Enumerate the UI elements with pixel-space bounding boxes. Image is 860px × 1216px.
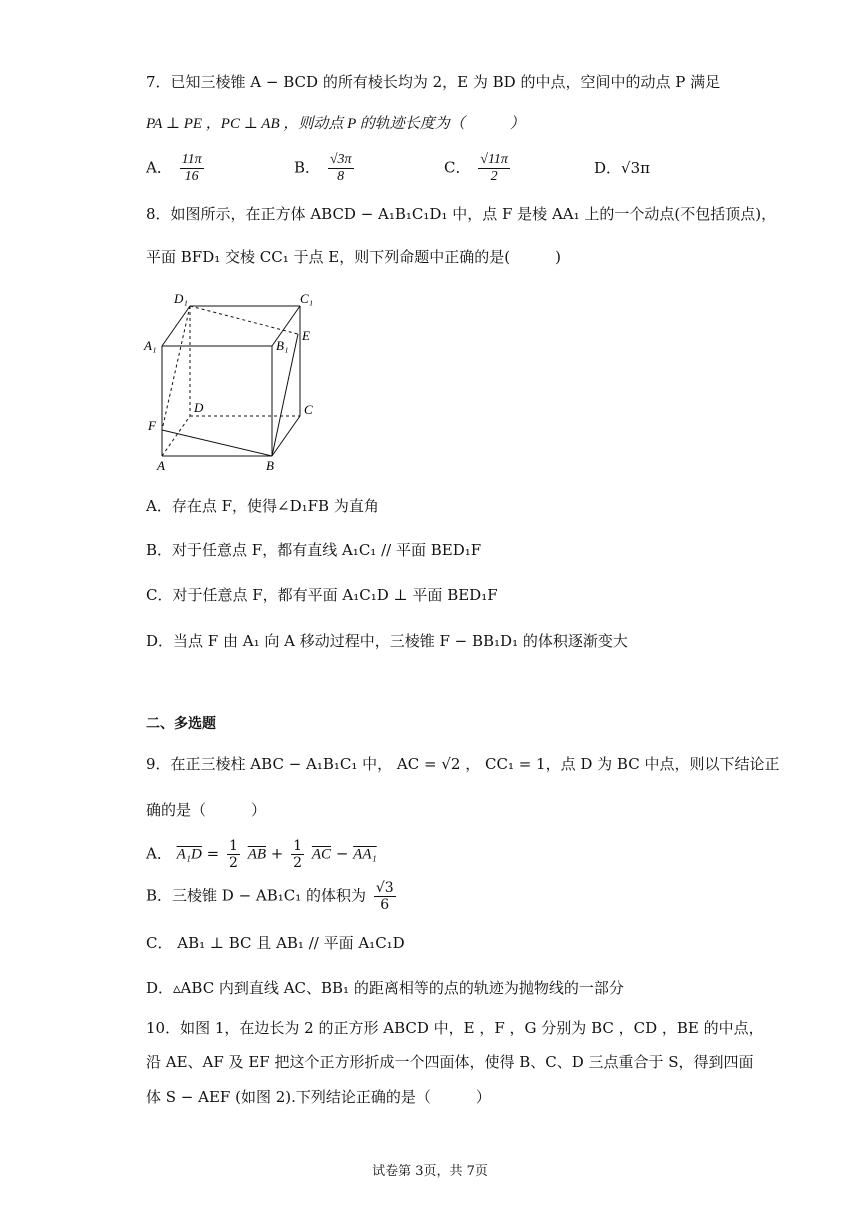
- q9-option-b: [146, 880, 399, 913]
- label-a: A: [157, 458, 165, 473]
- cube-figure: [140, 288, 330, 478]
- fraction: $\frac{√11\pi}{2}$: [480, 152, 508, 184]
- q8-option-b: B．对于任意点 F，都有直线 A₁C₁ // 平面 BED₁F: [146, 541, 482, 559]
- equals-sign: =: [206, 844, 220, 863]
- label-d1: D₁: [174, 291, 188, 306]
- fraction: $\frac{√3}{6}$: [375, 880, 394, 913]
- option-text: B．三棱锥 D − AB₁C₁ 的体积为: [146, 886, 367, 905]
- q7-option-b: [294, 152, 357, 185]
- section-title: 二、多选题: [146, 716, 216, 732]
- minus-sign: −: [335, 844, 349, 863]
- vector-ab: $\overline{AB}$: [247, 846, 267, 863]
- label-c1: C₁: [300, 291, 314, 306]
- q8-option-c: C．对于任意点 F，都有平面 A₁C₁D ⊥ 平面 BED₁F: [146, 586, 498, 604]
- label-b: B: [266, 458, 274, 473]
- label-b1: B₁: [276, 338, 289, 353]
- plus-sign: +: [270, 844, 284, 863]
- q9-option-a: [146, 838, 377, 871]
- vector-ac: $\overline{AC}$: [311, 846, 332, 863]
- option-label: B．: [294, 158, 321, 177]
- vector-aa1: AA₁: [353, 846, 377, 863]
- q7-option-d: D．√3π: [594, 159, 650, 177]
- q9-stem-line2: 确的是（ ）: [146, 801, 267, 819]
- label-a1: A₁: [144, 338, 157, 353]
- q8-stem-line1: 8．如图所示，在正方体 ABCD − A₁B₁C₁D₁ 中，点 F 是棱 AA₁ 上的一个动点(不包括顶点)，: [146, 205, 777, 223]
- fraction: $\frac{1}{2}$: [293, 838, 303, 871]
- q7-stem-line2: PA ⊥ PE ，PC ⊥ AB ，则动点 P 的轨迹长度为（ ）: [146, 116, 525, 132]
- q10-stem-line3: 体 S − AEF (如图 2).下列结论正确的是（ ）: [146, 1088, 491, 1106]
- q10-stem-line2: 沿 AE、AF 及 EF 把这个正方形折成一个四面体，使得 B、C、D 三点重合于 S，得到四面: [146, 1053, 754, 1071]
- q9-option-d: D．▵ABC 内到直线 AC、BB₁ 的距离相等的点的轨迹为抛物线的一部分: [146, 979, 624, 997]
- label-c: C: [304, 402, 313, 417]
- fraction: $\frac{11\pi}{16}$: [181, 152, 202, 184]
- fraction: $\frac{√3\pi}{8}$: [329, 152, 352, 184]
- option-label: A．: [146, 844, 172, 863]
- label-e: E: [302, 328, 310, 343]
- fraction: $\frac{1}{2}$: [228, 838, 238, 871]
- q9-stem-line1: 9．在正三棱柱 ABC − A₁B₁C₁ 中， AC = √2 ， CC₁ = 1，点 D 为 BC 中点，则以下结论正: [146, 755, 780, 773]
- q8-option-d: D．当点 F 由 A₁ 向 A 移动过程中，三棱锥 F − BB₁D₁ 的体积逐渐变大: [146, 632, 628, 650]
- q10-stem-line1: 10．如图 1，在边长为 2 的正方形 ABCD 中，E ，F ，G 分别为 BC ，CD ，BE 的中点，: [146, 1019, 764, 1037]
- q7-option-a: [146, 152, 207, 185]
- q9-option-c: C． AB₁ ⊥ BC 且 AB₁ // 平面 A₁C₁D: [146, 934, 405, 952]
- page-footer: 试卷第 3页，共 7页: [372, 1164, 488, 1179]
- vector-a1d: A₁D: [176, 846, 202, 863]
- label-f: F: [148, 418, 156, 433]
- option-label: A．: [146, 158, 172, 177]
- q7-stem-line1: 7．已知三棱锥 A − BCD 的所有棱长均为 2，E 为 BD 的中点，空间中的动点 P 满足: [146, 73, 721, 91]
- q8-stem-line2: 平面 BFD₁ 交棱 CC₁ 于点 E，则下列命题中正确的是( ): [146, 248, 561, 266]
- q8-option-a: A．存在点 F，使得∠D₁FB 为直角: [146, 497, 379, 515]
- option-label: C．: [444, 158, 471, 177]
- label-d: D: [194, 400, 204, 415]
- q7-option-c: [444, 152, 513, 185]
